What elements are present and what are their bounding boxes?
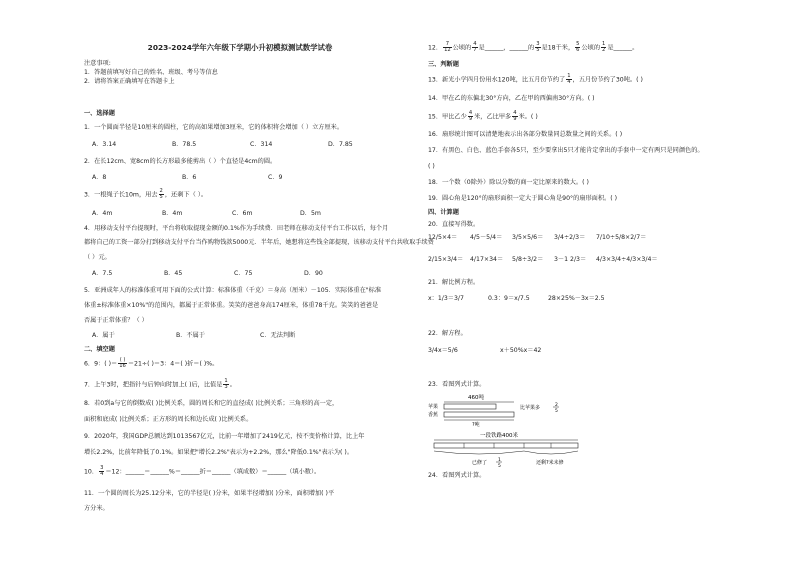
q5-line: 5．亚洲成年人的标准体重可用下面的公式计算：标准体重（千克）＝身高（厘米）－105．实际体重在"标准	[84, 287, 382, 294]
banana-label: 香蕉	[428, 412, 439, 418]
calc-item: 3－1 2/3＝	[554, 256, 587, 263]
q11-line: 方分米。	[84, 505, 109, 512]
calc-item: 7/10÷5/8×2/7＝	[596, 234, 647, 241]
equation: 0.3：9＝x/7.5	[488, 295, 530, 302]
fraction-numerator: 1	[498, 458, 501, 463]
equation: x：1/3＝3/7	[428, 295, 464, 302]
q8-line: 面积和底成( )比例关系；正方形的周长和边长成( )比例关系。	[84, 416, 253, 423]
banana-bar	[444, 412, 514, 417]
q17-line: ( )	[428, 163, 435, 170]
fraction: $\frac{1}{3}$	[224, 378, 228, 391]
fraction: $\frac{( )}{16}$	[119, 357, 126, 370]
bar-diagram-1	[428, 392, 568, 428]
remaining-label: 还剩?米未修	[536, 460, 564, 466]
q3-option[interactable]: C．6m	[232, 210, 253, 217]
q1-text: 1．一个圆面半径是10厘米的圆柱，它的高如果增加3厘米，它的体积将会增加（ ）立方厘米。	[84, 124, 344, 131]
q22-text: 22．解方程。	[428, 330, 467, 337]
calc-item: 4/3×3/4÷4/3×3/4＝	[596, 256, 658, 263]
q1-option[interactable]: C．314	[250, 141, 273, 148]
bar-diagram-2	[428, 430, 588, 470]
calc-item: 2/15×3/4＝	[428, 256, 464, 263]
q14-text: 14．甲在乙的东偏北30°方向，乙在甲的西偏南30°方向。( )	[428, 95, 595, 102]
q1-option[interactable]: B．78.5	[172, 141, 197, 148]
railway-bar	[434, 443, 578, 448]
fraction: $\frac{3}{5}$	[536, 41, 540, 54]
q21-text: 21．解比例方程。	[428, 279, 480, 286]
q7-text: 7．上午3时，把指针与后钟向时加上( )后，比值是 $\frac{1}{3}$ 。	[84, 378, 236, 391]
q2-option[interactable]: B．6	[182, 174, 197, 181]
fraction: $\frac{4}{9}$	[513, 110, 517, 123]
calc-item: 3/4÷2/3＝	[554, 234, 586, 241]
q1-option[interactable]: D．7.85	[328, 141, 353, 148]
brace-left	[524, 451, 578, 454]
q9-line: 9．2020年，我国GDP总额达到1013567亿元，比前一年增加了2419亿元，按不变价格计算，比上年	[84, 433, 365, 440]
q12-text: 12． $\frac{7}{12}$ 公顷的 $\frac{4}{7}$ 是______，______的 $\frac{3}{5}$ 是18千米， $\frac{5}{6}$ 公顷的 $\frac{1}{2}$ 是______。	[428, 41, 639, 54]
q3-option[interactable]: A．4m	[92, 210, 113, 217]
q16-text: 16．扇形统计图可以清楚地表示出各部分数量同总数量之间的关系。( )	[428, 131, 623, 138]
fraction: $\frac{7}{12}$	[444, 41, 451, 54]
q4-option[interactable]: A．7.5	[92, 270, 113, 277]
q4-line: 4．用移动支付平台提现时，平台将收取提现金额的0.1%作为手续费．田老师在移动支付平台工作以后，每个月	[84, 225, 389, 232]
section-calc: 四、计算题	[428, 209, 459, 216]
apple-bar	[444, 404, 496, 409]
q1-option[interactable]: A．3.14	[92, 141, 117, 148]
q2-option[interactable]: C．9	[268, 174, 283, 181]
fraction: $\frac{4}{7}$	[473, 41, 477, 54]
q3-text: 3．一根绳子长10m，用去 $\frac{2}{5}$ ，还剩下（ ）。	[84, 188, 208, 201]
diagram-label-total: 460吨	[468, 395, 484, 401]
calc-item: 5/8÷3/2＝	[512, 256, 544, 263]
equation: x＋50%x＝42	[500, 347, 542, 354]
q5-option[interactable]: B．不属于	[176, 332, 205, 339]
q4-line: （ ）元。	[84, 254, 111, 261]
q2-option[interactable]: A．8	[92, 174, 107, 181]
fraction: $\frac{3}{4}$	[100, 465, 104, 478]
q11-line: 11．一个圆的周长为25.12分米，它的半径是( )分米，如果半径增加( )分米，面积增加( )平	[84, 490, 335, 497]
note-item: 2．请将答案正确填写在答题卡上	[84, 78, 175, 85]
q20-text: 20．直接写得数。	[428, 221, 480, 228]
fraction: $\frac{2}{5}$	[159, 188, 163, 201]
fraction: $\frac{1}{2}$	[602, 41, 606, 54]
calc-item: 4/5－5/4＝	[470, 234, 503, 241]
calc-item: 12/5×4＝	[428, 234, 458, 241]
q24-text: 24．看图列式计算。	[428, 472, 486, 479]
apple-label: 苹果	[428, 404, 439, 410]
q4-option[interactable]: D．90	[304, 270, 323, 277]
page-title: 2023-2024学年六年级下学期小升初模拟测试数学试卷	[147, 43, 333, 52]
q18-text: 18．一个数（0除外）除以分数的商一定比原来的数大。( )	[428, 179, 589, 186]
q8-line: 8．若0到a与它的倒数成( )比例关系，圆的周长和它的直径成( )比例关系；三角形的高一定，	[84, 400, 339, 407]
railway-label: 一段铁路400米	[480, 433, 518, 439]
section-fill: 二、填空题	[84, 346, 115, 353]
fraction: $\frac{5}{6}$	[576, 41, 580, 54]
q4-option[interactable]: C．75	[234, 270, 253, 277]
fraction: $\frac{1}{4}$	[567, 73, 571, 86]
equation: 28×25%－3x＝2.5	[548, 295, 605, 302]
notes-heading: 注意事项:	[84, 60, 111, 67]
q5-line: 否属于正常体重？（ ）	[84, 317, 148, 324]
q23-text: 23．看图列式计算。	[428, 381, 486, 388]
section-choice: 一、选择题	[84, 110, 115, 117]
q9-line: 增长2.2%，比前年降低了0.1%。如果把"增长2.2%"表示为+2.2%，那么"降低0.1%"表示为( )。	[84, 449, 354, 456]
q4-line: 都将自己的工资一部分打到移动支付平台当作购物钱款5000元．半年后，她想将这些钱全部提现，该移动支付平台共收取手续费	[84, 239, 434, 246]
equation: 3/4x＝5/6	[428, 347, 458, 354]
fraction-denominator: 5	[555, 409, 558, 414]
fraction: $\frac{4}{9}$	[468, 110, 473, 123]
q4-option[interactable]: B．45	[164, 270, 183, 277]
fraction-numerator: 2	[555, 403, 558, 408]
q19-text: 19．圆心角是120°的扇形面积一定大于圆心角是90°的扇形面积。( )	[428, 195, 618, 202]
calc-item: 3/5×5/6＝	[512, 234, 544, 241]
done-label: 已修了	[472, 460, 488, 466]
q3-option[interactable]: B．4m	[162, 210, 183, 217]
unknown-label: ?吨	[472, 422, 480, 428]
q5-option[interactable]: C．无法判断	[260, 332, 296, 339]
q5-line: 体重±标准体重×10%"的范围内，都属于正常体重。笑笑的爸爸身高174厘米，体重78千克。笑笑的爸爸是	[84, 302, 379, 309]
q3-option[interactable]: D．5m	[300, 210, 321, 217]
q15-text: 15．甲比乙少 $\frac{4}{9}$ 米，乙比甲多 $\frac{4}{9}$ 米。( )	[428, 110, 538, 123]
calc-item: 4/17×34＝	[470, 256, 504, 263]
q2-text: 2．在长12cm、宽8cm的长方形最多能剪出（ ）个直径是4cm的圆。	[84, 158, 277, 165]
ratio-label: 比苹果多	[520, 405, 541, 411]
q10-text: 10． $\frac{3}{4}$ ＝12：______＝______%＝______折＝______（填成数）＝______（填小数）。	[84, 465, 321, 478]
q5-option[interactable]: A．属于	[92, 332, 115, 339]
q17-line: 17．有黑色、白色、蓝色手套各5只，至少要拿出5只才能肯定拿出的手套中一定有两只是同颜色的。	[428, 147, 704, 154]
note-item: 1．答题前填写好自己的姓名、班级、考号等信息	[84, 69, 218, 76]
q6-text: 6．9：( )＝ $\frac{( )}{16}$ ＝21÷( )＝3：4＝( )折＝( )%。	[84, 357, 219, 370]
brace-done	[434, 451, 524, 454]
q13-text: 13．新光小学四月份用水120吨，比五月份节约了 $\frac{1}{4}$ ，五月份节约了30吨。( )	[428, 73, 643, 86]
section-judge: 三、判断题	[428, 61, 459, 68]
fraction-denominator: 5	[498, 464, 501, 469]
